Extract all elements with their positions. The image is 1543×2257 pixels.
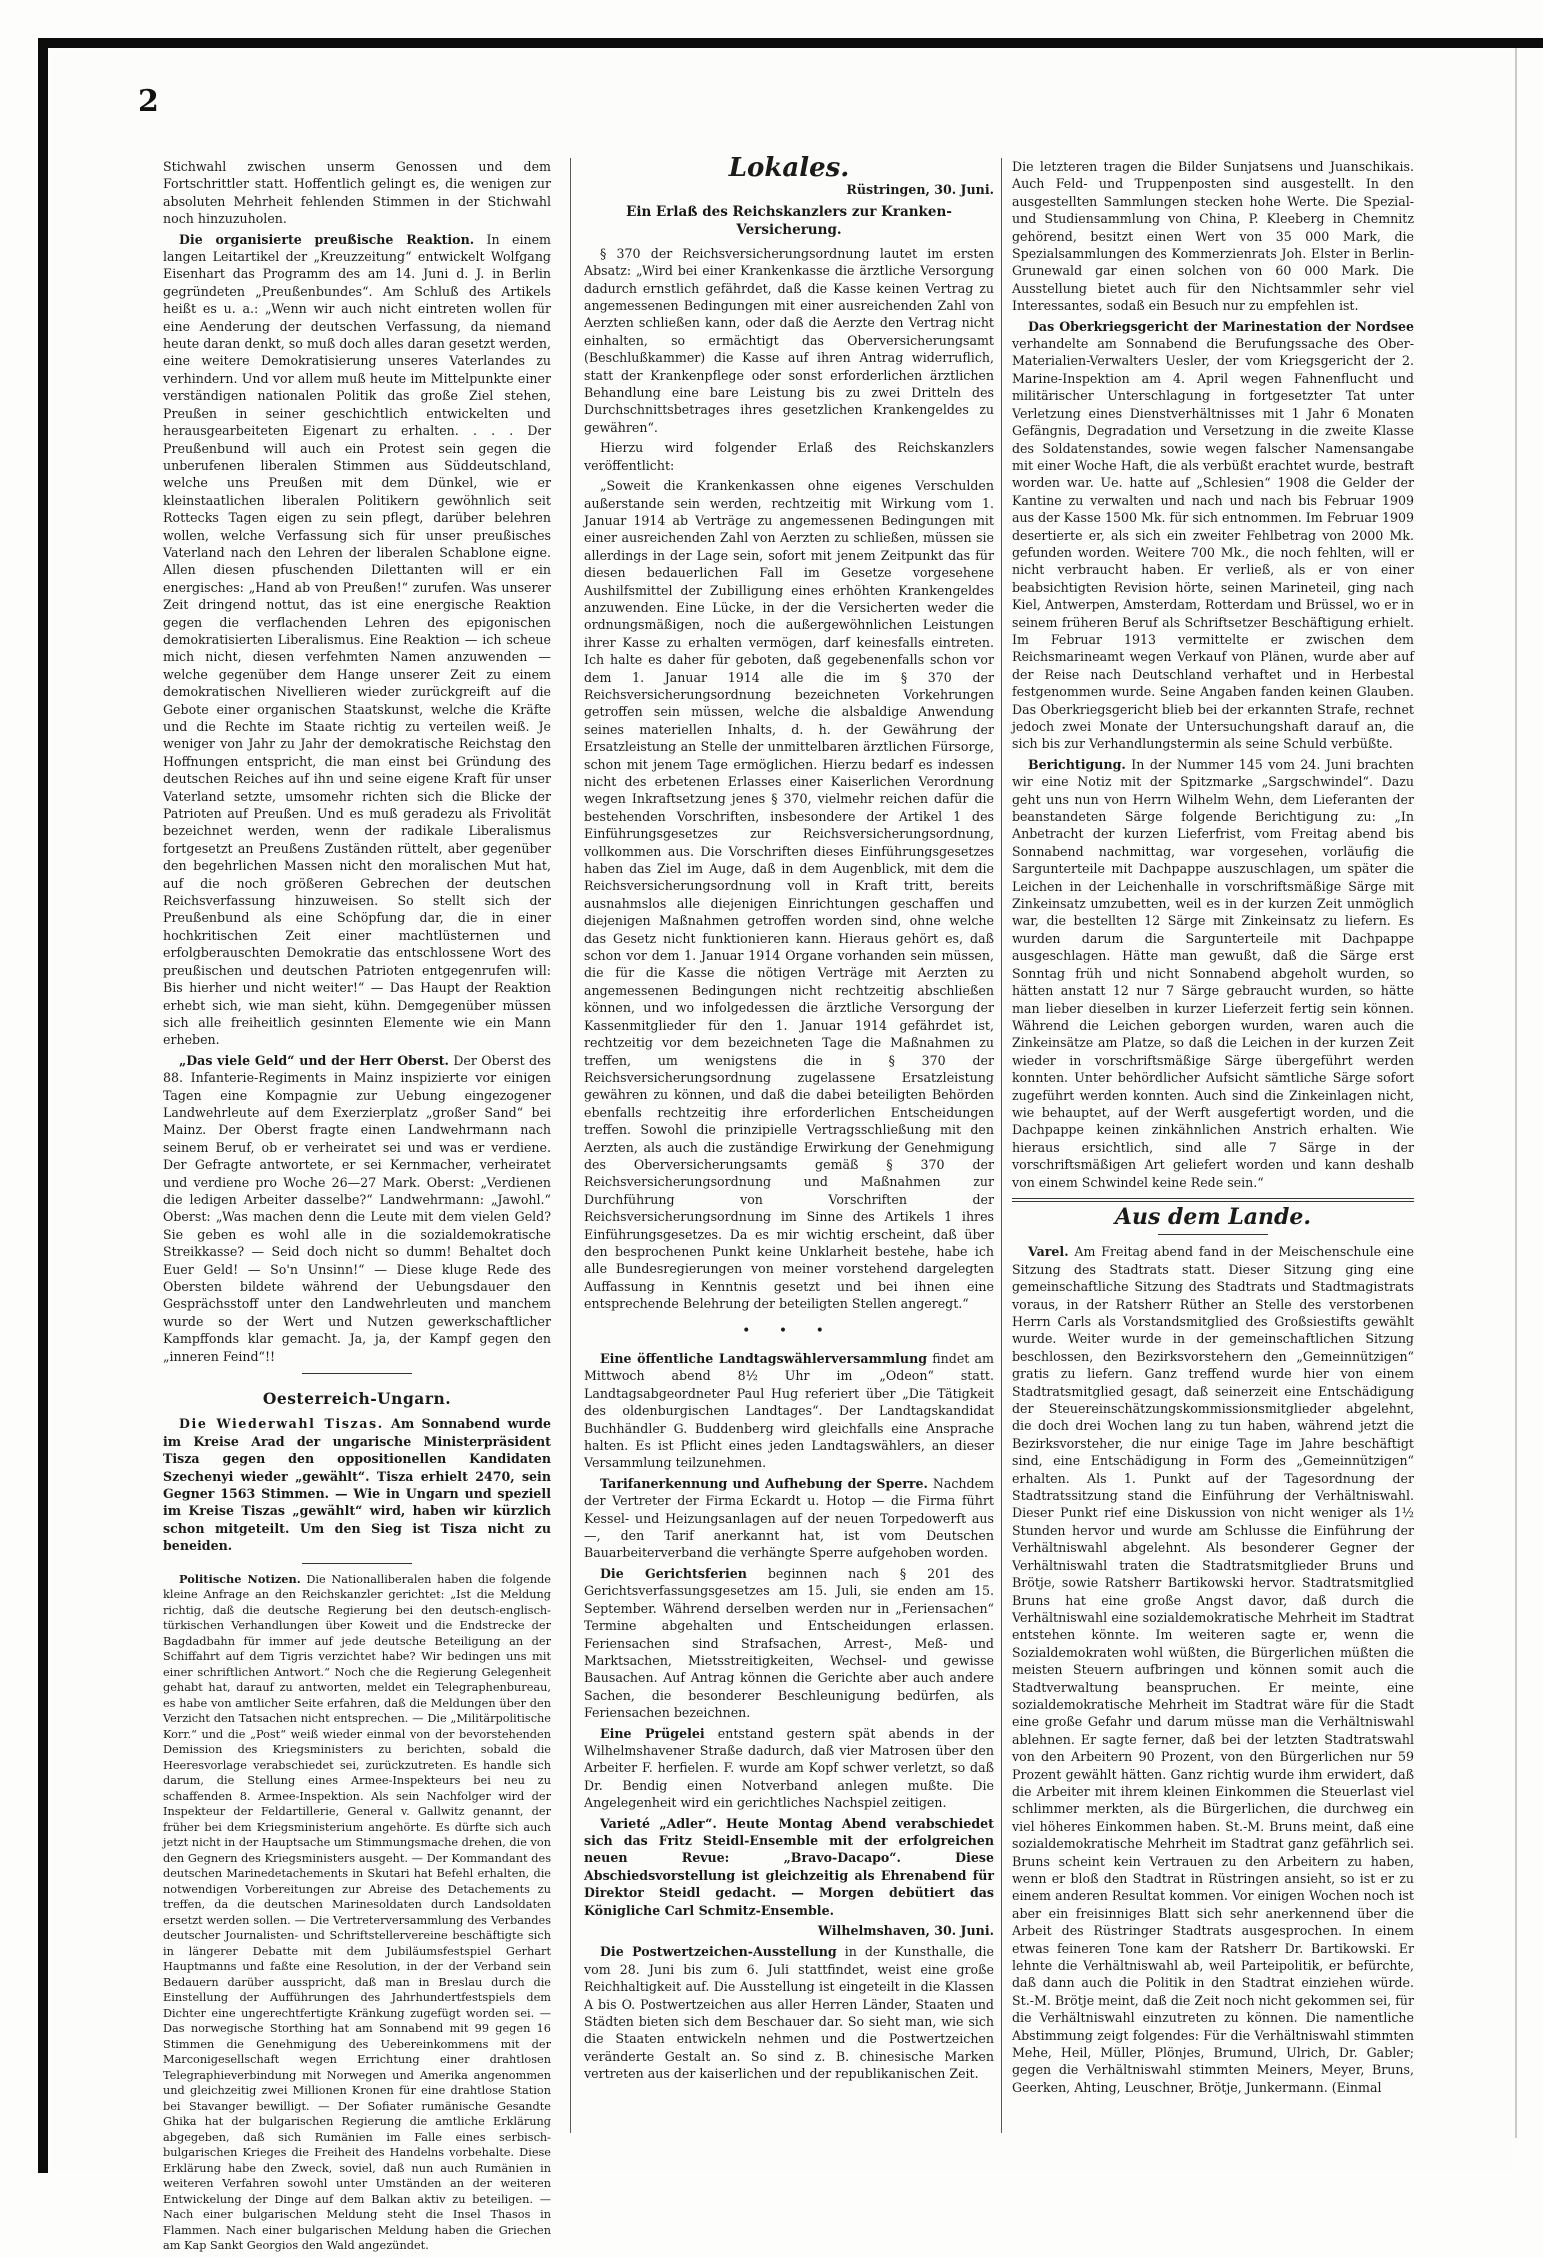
column-rule — [570, 158, 571, 2133]
divider — [1158, 1234, 1268, 1235]
headline-tisza: Die Wiederwahl Tiszas. — [179, 1416, 384, 1432]
column-2 — [584, 153, 995, 2086]
scan-border-left — [38, 38, 48, 2173]
headline-tarif: Tarifanerkennung und Aufhebung der Sperre. — [600, 1475, 928, 1491]
article-reaktion — [163, 231, 551, 1049]
headline-post: Die Postwertzeichen-Ausstellung — [600, 1944, 837, 1960]
headline-ferien: Die Gerichtsferien — [600, 1565, 747, 1581]
scan-border-right — [1515, 48, 1517, 2138]
article-body: entstand gestern spät abends in der Wilhelmshavener Straße dadurch, daß vier Matrosen über den Arbeiter F. herfielen. F. wurde am Kopf schwer verletzt, so daß Dr. Bendig einen Notverband anlegen mußte. Die Angelegenheit wird ein gerichtliches Nachspiel zeitigen. — [584, 1725, 994, 1811]
article-body: Der Oberst des 88. Infanterie-Regiments in Mainz inspizierte vor einigen Tagen eine Kompagnie zur Uebung eingezogener Landwehrleute auf dem Exerzierplatz „großer Sand“ bei Mainz. Der Oberst fragte einen Landwehrmann nach seinem Beruf, ob er verheiratet sei und was er verdiene. Der Gefragte antwortete, er sei Kernmacher, verheiratet und verdiene pro Woche 26—27 Mark. Oberst: „Verdienen die ledigen Arbeiter dasselbe?“ Landwehrmann: „Jawohl.“ Oberst: „Was machen denn die Leute mit dem vielen Geld? Sie geben es wohl alle in die sozialdemokratische Streikkasse? — Seid doch nicht so dumm! Behaltet doch Euer Geld! — So'n Unsinn!“ — Diese kluge Rede des Obersten bildete während der Uebungsdauer den Gesprächsstoff unter den Landwehrleuten und manchem wurde so der Wert und Nutzen gewerkschaftlicher Kampffonds klar gemacht. Ja, ja, der Kampf gegen den „inneren Feind“!! — [163, 1052, 551, 1364]
article-body: Heute Montag Abend verabschiedet sich das Fritz Steidl-Ensemble mit der erfolgreichen neuen Revue: „Bravo-Dacapo“. Diese Abschiedsvorstellung ist gleichzeitig als Ehrenabend für Direktor Steidl gedacht. — Morgen debütiert das Königliche Carl Schmitz-Ensemble. — [584, 1815, 994, 1918]
divider — [1012, 1198, 1414, 1202]
separator-dots: • • • — [742, 1322, 836, 1339]
article-landtag — [584, 1350, 994, 1472]
divider — [302, 1563, 412, 1564]
column-3 — [1012, 158, 1414, 2099]
article-body: Am Sonnabend wurde im Kreise Arad der ungarische Ministerpräsident Tisza gegen den oppositionellen Kandidaten Szechenyi wieder „gewählt“. Tisza erhielt 2470, sein Gegner 1563 Stimmen. — Wie in Ungarn und speziell im Kreise Tiszas „gewählt“ wird, haben wir kürzlich schon mitgeteilt. Um den Sieg ist Tisza nicht zu beneiden. — [163, 1416, 551, 1554]
article-body: beginnen nach § 201 des Gerichtsverfassungsgesetzes am 15. Juli, sie enden am 15. September. Während derselben werden nur in „Feriensachen“ Termine abgehalten und Entscheidungen erlassen. Feriensachen sind Strafsachen, Arrest-, Meß- und Marktsachen, Mietsstreitigkeiten, Wechsel- und gewisse Bausachen. Auf Antrag können die Gerichte aber auch andere Sachen, die besonderer Beschleunigung bedürfen, als Feriensachen bezeichnen. — [584, 1565, 994, 1721]
headline-pruegelei: Eine Prügelei — [600, 1725, 705, 1741]
section-heading-lande: Aus dem Lande. — [1114, 1203, 1312, 1230]
article-geld — [163, 1052, 551, 1365]
headline-kriegsgericht: Das Oberkriegsgericht der Marinestation der Nordsee — [1028, 318, 1414, 334]
article-body: in der Kunsthalle, die vom 28. Juni bis zum 6. Juli stattfindet, weist eine große Reichhaltigkeit auf. Die Ausstellung ist eingeteilt in die Klassen A bis O. Postwertzeichen aus aller Herren Länder, Staaten und Städten bieten sich dem Beschauer dar. So sieht man, wie sich die Staaten entwickeln nehmen und die Postwertzeichen veränderte Gestalt an. So sind z. B. chinesische Marken vertreten aus der kaiserlichen und der republikanischen Zeit. — [584, 1944, 995, 2082]
article-body: Am Freitag abend fand in der Meischenschule eine Sitzung des Stadtrats statt. Dieser Sitzung ging eine gemeinschaftliche Sitzung des Stadtrats und Stadtmagistrats voraus, in der Ratsherr Rüther an Stelle des verstorbenen Herrn Carls als Vorstandsmitglied des Großsiestifts gewählt wurde. Weiter wurde in der gemeinschaftlichen Sitzung beschlossen, den Bezirksvorstehern den „Gemeinnützigen“ gratis zu liefern. Ganz treffend wurde hier von einem Stadtratsmitglied gesagt, daß seinerzeit eine Entschädigung der Steuereinschätzungskommissionsmitglieder abgelehnt, die doch drei Wochen lang zu tun haben, während jetzt die Bezirksvorsteher, die nur einige Tage im Jahre beschäftigt sind, eine Entschädigung in Form des „Gemeinnützigen“ erhalten. Als 1. Punkt auf der Tagesordnung der Stadtratssitzung stand die Einführung der Verhältniswahl. Dieser Punkt rief eine Diskussion von nicht weniger als 1½ Stunden hervor und wurde am Schlusse die Einführung der Verhältniswahl abgelehnt. Als besonderer Gegner der Verhältniswahl traten die Stadtratsmitglieder Bruns und Brötje, sowie Ratsherr Bartikowski hervor. Stadtratsmitglied Bruns hat eine große Angst davor, daß durch die Verhältniswahl eine sozialdemokratische Mehrheit im Stadtrat entstehen könnte. Im weiteren sagte er, wenn die Sozialdemokraten wohl wüßten, die Bürgerlichen müßten die meisten Steuern aufbringen und können somit auch die Stadtverwaltung beanspruchen. Er meinte, eine sozialdemokratische Mehrheit im Stadtrat wäre für die Stadt eine große Gefahr und darum müsse man die Verhältniswahl ablehnen. Er sagte ferner, daß bei der letzten Stadtratswahl von den Arbeitern 90 Prozent, von den Bürgerlichen nur 59 Prozent gewählt hätten. Ganz richtig wurde ihm erwidert, daß die Arbeiter mit ihrem kleinen Einkommen die Steuerlast viel schlimmer merkten, als die Bürgerlichen, die durchweg ein viel höheres Einkommen haben. St.-M. Bruns meint, daß eine sozialdemokratische Mehrheit im Stadtrat ganz gefährlich sei. Bruns scheint kein Vertrauen zu den Arbeitern zu haben, wenn er bloß den Stadtrat in Rüstringen ansieht, so ist er zu einem anderen Resultat kommen. Vor einigen Wochen noch ist aber ein freisinniges Blatt sich sehr anerkennend über die Arbeit des Rüstringer Stadtrats ausgesprochen. In einem etwas feineren Tone kam der Ratsherr Dr. Bartikowski. Er lehnte die Verhältniswahl ab, weil Parteipolitik, er befürchte, daß dann auch die Politik in den Stadtrat einziehen würde. St.-M. Brötje meint, daß die Zeit noch nicht gekommen sei, für die Verhältniswahl einzutreten zu können. Die namentliche Abstimmung zeigt folgendes: Für die Verhältniswahl stimmten Mehe, Heil, Müller, Plönjes, Brumund, Ulrich, Dr. Gabler; gegen die Verhältniswahl stimmten Meiners, Meyer, Bruns, Geerken, Ahting, Leuschner, Brötje, Junkermann. (Einmal — [1012, 1244, 1414, 2095]
column-rule — [1001, 158, 1002, 2133]
article-body: findet am Mittwoch abend 8½ Uhr im „Odeon“ statt. Landtagsabgeordneter Paul Hug referiert über „Die Tätigkeit des oldenburgischen Landtages“. Der Landtagskandidat Buchhändler G. Buddenberg wird gleichfalls eine Ansprache halten. Es ist Pflicht eines jeden Landtagswählers, an dieser Versammlung teilzunehmen. — [584, 1351, 994, 1471]
dateline: Wilhelmshaven, 30. Juni. — [817, 1923, 994, 1938]
article-tisza — [163, 1415, 551, 1554]
headline-berichtigung: Berichtigung. — [1028, 756, 1126, 772]
article-continuation: Die letzteren tragen die Bilder Sunjatsens und Juanschikais. Auch Feld- und Truppenposten sind ausgestellt. In den ausgestellten Sammlungen stecken hohe Werte. Die Spezial- und Studiensammlung von China, P. Kleeberg in Chemnitz gehörend, besitzt einen Wert von 35 000 Mark, die Spezialsammlungen des Kommerzienrats Joh. Elster in Berlin-Grunewald gar einen solchen von 60 000 Mark. Die Ausstellung bietet auch für den Nichtsammler sehr viel Interessantes, sodaß ein Besuch nur zu empfehlen ist. — [1012, 159, 1414, 314]
article-tarif — [584, 1475, 994, 1562]
article-pruegelei — [584, 1725, 994, 1812]
article-ferien — [584, 1565, 994, 1722]
article-continuation: Stichwahl zwischen unserm Genossen und dem Fortschrittler statt. Hoffentlich gelingt es, die wenigen zur absoluten Mehrheit fehlenden Stimmen in der Stichwahl noch hinzuzuholen. — [163, 159, 551, 227]
article-berichtigung — [1012, 756, 1414, 1191]
headline-notizen: Politische Notizen. — [179, 1571, 301, 1586]
article-notizen — [163, 1572, 551, 2254]
article-body: In der Nummer 145 vom 24. Juni brachten wir eine Notiz mit der Spitzmarke „Sargschwindel“. Dazu geht uns nun von Herrn Wilhelm Wehn, dem Lieferanten der beanstandeten Särge folgende Berichtigung zu: „In Anbetracht der kurzen Lieferfrist, vom Freitag abend bis Sonnabend nachmittag, war vorgesehen, vorläufig die Sargunterteile mit Dachpappe auszuschlagen, um später die Leichen in der Leichenhalle in vorschriftsmäßige Särge mit Zinkeinsatz umzubetten, weil es in der kurzen Zeit unmöglich war, die bestellten 12 Särge mit Zinkeinsatz zu liefern. Es wurden darum die Sargunterteile mit Dachpappe ausgeschlagen. Hätte man gewußt, daß die Särge erst Sonntag früh und nicht Sonnabend abgeholt wurden, so hätten anstatt 12 nur 7 Särge gebraucht wurden, so hätte man lieber dieselben in kurzer Lieferzeit fertig sein können. Während die Leichen geborgen wurden, waren auch die Zinkeinsätze am Platze, so daß die Leichen in der kurzen Zeit wieder in vorschriftsmäßige Särge übergeführt werden konnten. Unter behördlicher Aufsicht sämtliche Särge sofort zugeführt werden konnten. Auch sind die Zinkeinlagen nicht, wie behauptet, auf der Werft ausgefertigt worden, und die Dachpappe keinen zinkähnlichen Anstrich erhalten. Wie hieraus ersichtlich, sind alle 7 Särge in der vorschriftsmäßigen Art geliefert worden und kann deshalb von einem Schwindel keine Rede sein.“ — [1012, 756, 1414, 1190]
article-body: In einem langen Leitartikel der „Kreuzzeitung“ entwickelt Wolfgang Eisenhart das Programm des am 14. Juni d. J. in Berlin gegründeten „Preußenbundes“. Am Schluß des Artikels heißt es u. a.: „Wenn wir auch nicht eintreten wollen für eine Aenderung der deutschen Verfassung, da niemand heute daran denkt, so muß doch alles daran gesetzt werden, eine weitere Demokratisierung unseres Vaterlandes zu verhindern. Und vor allem muß heute im Mittelpunkte einer verständigen nationalen Politik das große Ziel stehen, Preußen in seiner geschichtlich entwickelten und herausgearbeiteten Eigenart zu erhalten. . . . Der Preußenbund will auch ein Protest sein gegen die unberufenen liberalen Stimmen aus Süddeutschland, welche uns Preußen mit dem Dünkel, wie er kleinstaatlichen liberalen Politikern gewöhnlich seit Rottecks Tagen eigen zu sein pflegt, darüber belehren wollen, welche Verfassung sich für unser preußisches Vaterland nach den Lehren der liberalen Schablone eigne. Allen diesen pfuschenden Dilettanten will er ein energisches: „Hand ab von Preußen!“ zurufen. Was unserer Zeit dringend nottut, das ist eine energische Reaktion gegen die verflachenden Lehren des epigonischen demokratisierten Liberalismus. Eine Reaktion — ich scheue mich nicht, diesen verfehmten Namen anzuwenden — welche gegenüber dem Hange unserer Zeit zu einem demokratischen Nivellieren wieder zurückgreift auf die Gebote einer organischen Staatskunst, welche die Kräfte und die Rechte im Staate richtig zu verteilen weiß. Je weniger von Jahr zu Jahr der demokratische Reichstag den Hoffnungen entspricht, die man einst bei Gründung des deutschen Reiches auf ihn und seine eigene Kraft für unser Vaterland setzte, umsomehr richten sich die Blicke der Patrioten auf Preußen. Und es muß geradezu als Frivolität bezeichnet werden, wenn der radikale Liberalismus fortgesetzt an Preußens Zuständen rüttelt, aber gegenüber den begehrlichen Massen nicht den moralischen Mut hat, auf die noch größeren Gebrechen der deutschen Reichsverfassung hinzuweisen. So stellt sich der Preußenbund als eine Schöpfung dar, die in einer hochkritischen Zeit einer machtlüsternen und erfolgberauschten Demokratie das entschlossene Wort des preußischen und deutschen Patrioten entgegenrufen will: Bis hierher und nicht weiter!“ — Das Haupt der Reaktion erhebt sich, wie man sieht, kühn. Demgegenüber müssen sich alle freiheitlich gesinnten Elemente wie ein Mann erheben. — [163, 231, 551, 1048]
article-body: Nachdem der Vertreter der Firma Eckardt u. Hotop — die Firma führt Kessel- und Heizungsanlagen auf der neuen Torpedowerft aus —, den Tarif anerkannt hat, ist vom Deutschen Bauarbeiterverband die verhängte Sperre aufgehoben worden. — [584, 1475, 994, 1561]
article-body: verhandelte am Sonnabend die Berufungssache des Ober-Materialien-Verwalters Uesler, der vom Kriegsgericht der 2. Marine-Inspektion am 4. April wegen Fahnenflucht und militärischer Unterschlagung in fortgesetzter Tat unter Verletzung eines Dienstverhältnisses mit 1 Jahr 6 Monaten Gefängnis, Degradation und Versetzung in die zweite Klasse des Soldatenstandes, sowie wegen falscher Namensangabe mit einer Woche Haft, die als verbüßt erachtet wurde, bestraft worden war. Ue. hatte auf „Schlesien“ 1908 die Gelder der Kantine zu verwalten und nach und nach bis Februar 1909 aus der Kasse 1500 Mk. für sich entnommen. Im Februar 1909 desertierte er, als sich ein zweiter Fehlbetrag von 2000 Mk. gefunden worden. Weitere 700 Mk., die noch fehlten, will er nicht verbraucht haben. Er verließ, als er von einer beabsichtigten Revision hörte, seinen Marineteil, ging nach Kiel, Antwerpen, Amsterdam, Rotterdam und Brüssel, wo er in seinem früheren Beruf als Schriftsetzer Beschäftigung erhielt. Im Februar 1913 vermittelte er zwischen dem Reichsmarineamt wegen Verkauf von Plänen, wurde aber auf der Reise nach Deutschland verhaftet und in Herbestal festgenommen wurde. Seine Angaben fanden keinen Glauben. Das Oberkriegsgericht blieb bei der erkannten Strafe, rechnet jedoch zwei Monate der Untersuchungshaft darauf an, die sich bis zur Verhandlungstermin als seine Schuld verbüßte. — [1012, 336, 1414, 752]
article-body: Hierzu wird folgender Erlaß des Reichskanzlers veröffentlicht: — [584, 440, 994, 473]
headline-landtag: Eine öffentliche Landtagswählerversammlung — [600, 1351, 928, 1366]
headline-geld: „Das viele Geld“ und der Herr Oberst. — [179, 1052, 449, 1068]
divider — [302, 1373, 412, 1374]
section-heading-oesterreich: Oesterreich-Ungarn. — [262, 1389, 452, 1409]
article-body: Die Nationalliberalen haben die folgende kleine Anfrage an den Reichskanzler gerichtet: „Ist die Meldung richtig, daß die deutsche Regierung bei den deutsch-englisch-türkischen Verhandlungen über Koweit und die Endstrecke der Bagdadbahn für immer auf jede deutsche Beteiligung an der Schiffahrt auf dem Tigris verzichtet habe? Wir bedingen uns mit einer schriftlichen Antwort.“ Noch che die Regierung Gelegenheit gehabt hat, darauf zu antworten, meldet ein Telegraphenbureau, es habe von amtlicher Seite erfahren, daß die Meldungen über den Verzicht den Tatsachen nicht entsprechen. — Die „Militärpolitische Korr.“ und die „Post“ weiß wieder einmal von der bevorstehenden Demission des Kriegsministers zu berichten, sobald die Heeresvorlage verabschiedet sei, zurückzutreten. Es handle sich darum, die Stellung eines Armee-Inspekteurs bei neu zu schaffenden 8. Armee-Inspektion. Als sein Nachfolger wird der Inspekteur der Feldartillerie, General v. Gallwitz genannt, der früher bei dem Kriegsministerium angehörte. Es dürfte sich auch jetzt nicht in der Hauptsache um Stimmungsmache drehen, die von den Gegnern des Kriegsministers ausgeht. — Der Kommandant des deutschen Marinedetachements in Skutari hat Befehl erhalten, die notwendigen Vorbereitungen zur Abreise des Detachements zu treffen, da die deutschen Marinesoldaten durch Landsoldaten ersetzt werden sollen. — Die Vertreterversammlung des Verbandes deutscher Journalisten- und Schriftstellervereine beschäftigte sich in längerer Debatte mit dem Jubiläumsfestspiel Gerhart Hauptmanns und faßte eine Resolution, in der der Verband sein Bedauern darüber ausspricht, daß man in Breslau durch die Einstellung der Aufführungen des Jahrhundertfestspiels dem Dichter eine ungerechtfertigte Kränkung zugefügt worden sei. — Das norwegische Storthing hat am Sonnabend mit 99 gegen 16 Stimmen die Genehmigung des Uebereinkommens mit der Marconigesellschaft wegen Errichtung einer drahtlosen Telegraphieverbindung mit Norwegen und Amerika angenommen und gleichzeitig zwei Millionen Kronen für eine drahtlose Station bei Stavanger bewilligt. — Der Sofiater rumänische Gesandte Ghika hat der bulgarischen Regierung die amtliche Erklärung abgegeben, daß sich Rumänien im Falle eines serbisch-bulgarischen Krieges die Freiheit des Handelns vorbehalte. Diese Erklärung habe den Zweck, soviel, daß nun auch Rumänien in weiteren Verfahren sowohl unter Umständen an der weiteren Entwickelung der Dinge auf dem Balkan aktiv zu beteiligen. — Nach einer bulgarischen Meldung steht die Insel Thasos in Flammen. Nach einer bulgarischen Meldung haben die Griechen am Kap Sankt Georgios den Wald angezündet. — [163, 1572, 551, 2253]
article-varel — [1012, 1243, 1414, 2096]
headline-varel: Varel. — [1028, 1244, 1069, 1260]
headline-variete: Varieté „Adler“. — [600, 1815, 717, 1831]
article-post — [584, 1943, 994, 2082]
article-variete — [584, 1815, 994, 1919]
scan-border-top — [38, 38, 1543, 48]
article-body: § 370 der Reichsversicherungsordnung lautet im ersten Absatz: „Wird bei einer Krankenkasse die ärztliche Versorgung dadurch ernstlich gefährdet, daß die Kasse keinen Vertrag zu angemessenen Bedingungen mit einer ausreichenden Zahl von Aerzten schließen kann, oder daß die Aerzte den Vertrag nicht einhalten, so ermächtigt das Oberversicherungsamt (Beschlußkammer) die Kasse auf ihren Antrag widerruflich, statt der Krankenpflege oder sonst erforderlichen ärztlichen Behandlung eine bare Leistung bis zu zwei Dritteln des Durchschnittsbetrages ihres gesetzlichen Krankengeldes zu gewähren“. — [584, 245, 994, 435]
section-heading-lokales: Lokales. — [728, 153, 850, 183]
headline-reaktion: Die organisierte preußische Reaktion. — [179, 231, 475, 247]
article-kriegsgericht — [1012, 318, 1414, 753]
headline-erlass: Ein Erlaß des Reichskanzlers zur Kranken-Versicherung. — [626, 203, 952, 238]
dateline: Rüstringen, 30. Juni. — [846, 182, 994, 198]
article-body: „Soweit die Krankenkassen ohne eigenes Verschulden außerstande sein werden, rechtzeitig mit Wirkung vom 1. Januar 1914 ab Verträge zu angemessenen Bedingungen mit einer ausreichenden Zahl von Aerzten zu schließen, müssen sie allerdings in der Lage sein, sofort mit jenem Zeitpunkt das für diesen bedauerlichen Fall im Gesetze vorgesehene Aushilfsmittel der Zubilligung eines erhöhten Krankengeldes anzuwenden. Eine Lücke, in der die Versicherten weder die ordnungsmäßigen, noch die außergewöhnlichen Leistungen ihrer Kasse zu erhalten vermögen, darf keinesfalls eintreten. Ich halte es daher für geboten, daß gegebenenfalls schon vor dem 1. Januar 1914 alle die im § 370 der Reichsversicherungsordnung bezeichneten Vorkehrungen getroffen sein müssen, welche die alsbaldige Anwendung seines materiellen Inhalts, d. h. der Gewährung der Ersatzleistung an Stelle der unmittelbaren ärztlichen Fürsorge, schon mit jenem Tage ermöglichen. Hierzu bedarf es indessen nicht des erbetenen Erlasses einer Kaiserlichen Verordnung wegen Inkraftsetzung jenes § 370, vielmehr reichen dafür die bestehenden Vorschriften, insbesondere der Artikel 1 des Einführungsgesetzes zur Reichsversicherungsordnung, vollkommen aus. Die Vorschriften dieses Einführungsgesetzes haben das Ziel im Auge, daß in dem Augenblick, mit dem die Reichsversicherungsordnung voll in Kraft tritt, bereits ausnahmslos alle diejenigen Einrichtungen geschaffen und diejenigen Maßnahmen getroffen worden sind, ohne welche das Gesetz nicht funktionieren kann. Hieraus gehört es, daß schon vor dem 1. Januar 1914 Organe vorhanden sein müssen, die für die Kasse die nötigen Verträge mit Aerzten zu angemessenen Bedingungen nicht rechtzeitig abschließen können, und wo infolgedessen die ärztliche Versorgung der Kassenmitglieder für den 1. Januar 1914 gefährdet ist, rechtzeitig vor dem bezeichneten Tage die Maßnahmen zu treffen, um wenigstens die in § 370 der Reichsversicherungsordnung zugelassene Ersatzleistung gewähren zu können, und daß die dabei beteiligten Behörden ebenfalls rechtzeitig ihre erforderlichen Entscheidungen treffen. Sowohl die prinzipielle Vertragsschließung mit den Aerzten, als auch die zuständige Erwirkung der Genehmigung des Oberversicherungsamts gemäß § 370 der Reichsversicherungsordnung und Maßnahmen zur Durchführung von Vorschriften der Reichsversicherungsordnung im Sinne des Artikels 1 ihres Einführungsgesetzes. Da es mir wichtig erscheint, daß über den besprochenen Punkt keine Unklarheit bestehe, habe ich alle Bundesregierungen von meiner vorstehend dargelegten Auffassung in Kenntnis gesetzt und bei ihnen eine entsprechende Belehrung der beteiligten Stellen angeregt.“ — [584, 478, 994, 1312]
column-1 — [163, 158, 551, 2257]
page-number: 2 — [138, 84, 159, 119]
